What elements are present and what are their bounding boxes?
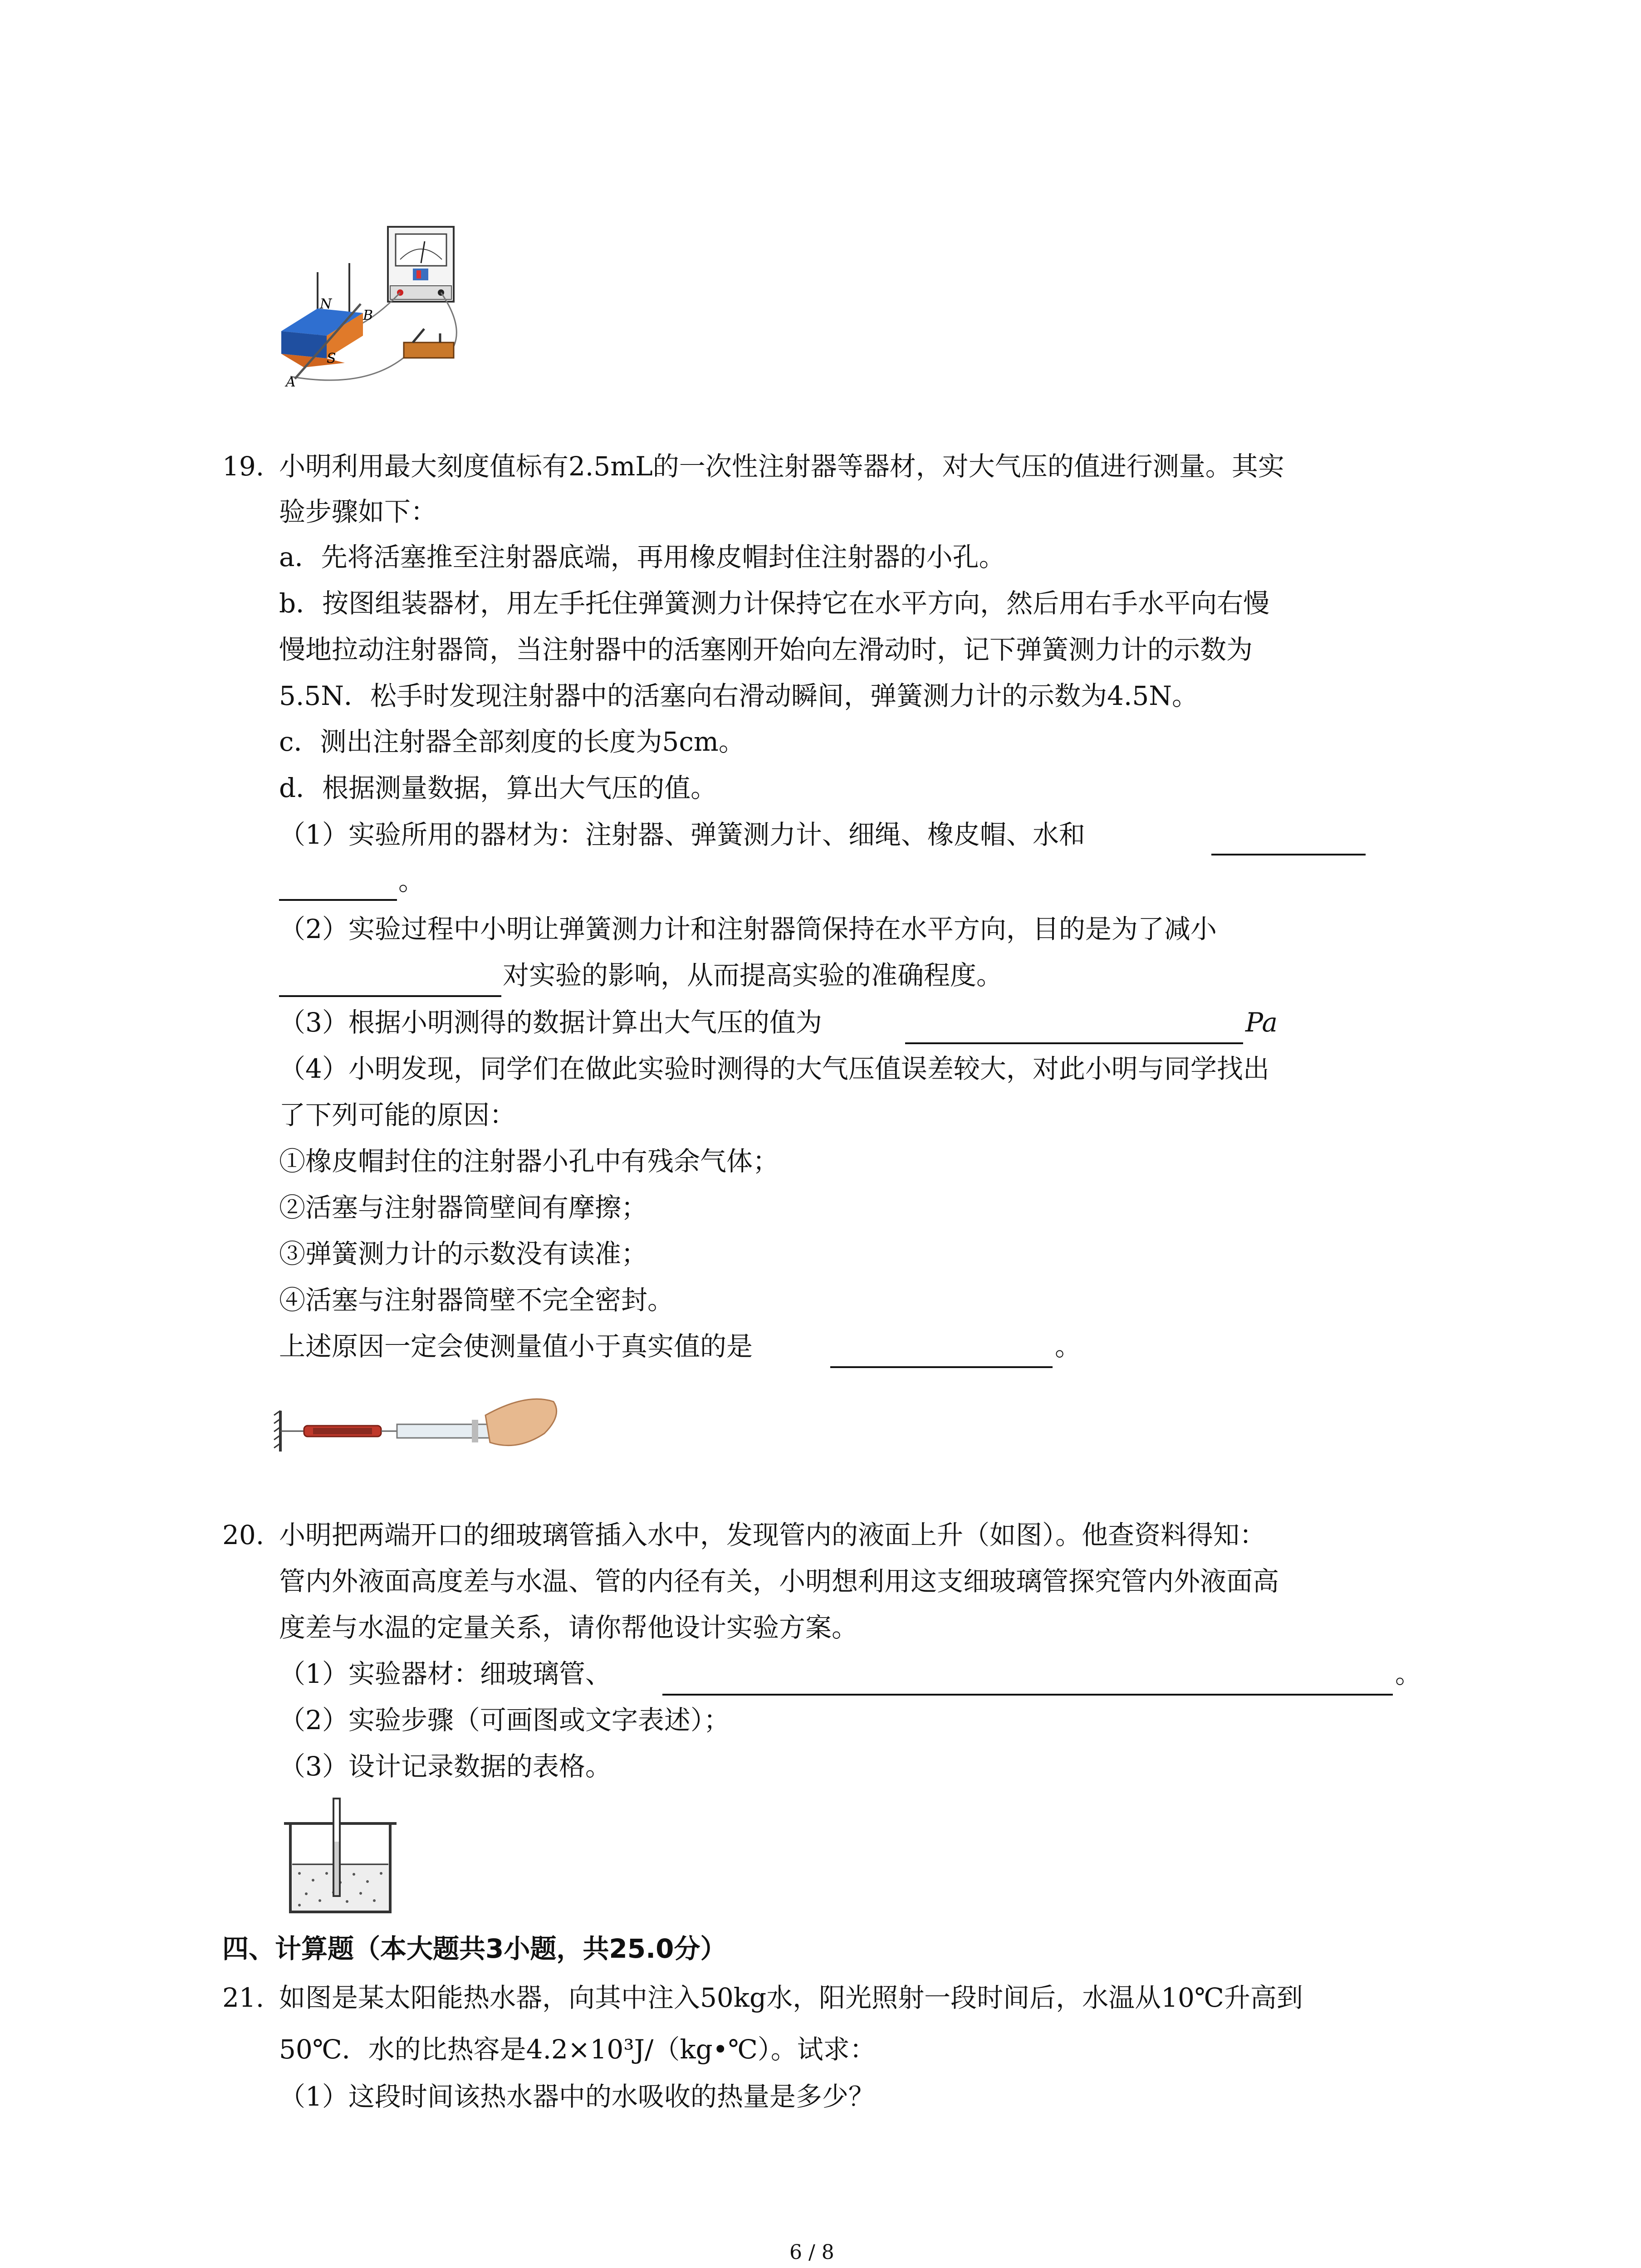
q19-conclusion-end: 。 — [1055, 1331, 1082, 1362]
q19-sub2-answer-blank[interactable] — [279, 967, 501, 997]
label-b: B — [363, 308, 373, 323]
q19-sub2-line1: （2）实验过程中小明让弹簧测力计和注射器筒保持在水平方向，目的是为了减小 — [279, 914, 1217, 944]
q20-sub1: （1）实验器材：细玻璃管、 — [279, 1658, 612, 1689]
q20-sub1-answer-blank[interactable] — [662, 1666, 1393, 1696]
q20-line3: 度差与水温的定量关系，请你帮他设计实验方案。 — [279, 1612, 858, 1643]
q19-sub3-answer-blank[interactable] — [905, 1014, 1243, 1044]
label-n: N — [320, 296, 332, 312]
q19-step-b-line2: 慢地拉动注射器筒，当注射器中的活塞刚开始向左滑动时，记下弹簧测力计的示数为 — [279, 634, 1253, 665]
electromagnetic-induction-figure — [277, 218, 504, 390]
q19-sub1-answer-blank[interactable] — [1211, 826, 1366, 855]
q19-step-b-line3: 5.5N．松手时发现注射器中的活塞向右滑动瞬间，弹簧测力计的示数为4.5N。 — [279, 680, 1198, 711]
q19-sub4-line1: （4）小明发现，同学们在做此实验时测得的大气压值误差较大，对此小明与同学找出 — [279, 1053, 1269, 1084]
q19-step-b-line1: b．按图组装器材，用左手托住弹簧测力计保持它在水平方向，然后用右手水平向右慢 — [279, 588, 1270, 619]
q19-reason3: ③弹簧测力计的示数没有读准； — [279, 1238, 648, 1269]
q20-sub2: （2）实验步骤（可画图或文字表述）； — [279, 1705, 730, 1735]
q21-line2: 50℃．水的比热容是4.2×10³J/（kg•℃）。试求： — [279, 2034, 876, 2065]
question-number-21: 21. — [222, 1982, 265, 2013]
q19-step-c: c．测出注射器全部刻度的长度为5cm。 — [279, 726, 745, 757]
question-number-19: 19. — [222, 451, 265, 482]
q19-sub1-answer-blank-cont[interactable] — [279, 871, 397, 901]
q19-sub2-line2: 对实验的影响，从而提高实验的准确程度。 — [503, 960, 1003, 991]
q19-sub4-line2: 了下列可能的原因： — [279, 1100, 516, 1130]
q19-reason4: ④活塞与注射器筒壁不完全密封。 — [279, 1285, 674, 1315]
q19-sub1: （1）实验所用的器材为：注射器、弹簧测力计、细绳、橡皮帽、水和 — [279, 819, 1085, 850]
page-number: 6 / 8 — [789, 2241, 834, 2264]
syringe-spring-scale-figure — [272, 1383, 563, 1465]
beaker-capillary-figure — [281, 1796, 399, 1919]
section-heading-calculation: 四、计算题（本大题共3小题，共25.0分） — [222, 1933, 727, 1964]
label-a: A — [286, 374, 296, 390]
q19-reason1: ①橡皮帽封住的注射器小孔中有残余气体； — [279, 1146, 779, 1177]
q19-conclusion: 上述原因一定会使测量值小于真实值的是 — [279, 1331, 753, 1362]
q19-step-a: a．先将活塞推至注射器底端，再用橡皮帽封住注射器的小孔。 — [279, 542, 1005, 572]
q19-intro-line1: 小明利用最大刻度值标有2.5mL的一次性注射器等器材，对大气压的值进行测量。其实 — [279, 451, 1284, 482]
q20-sub3: （3）设计记录数据的表格。 — [279, 1751, 612, 1782]
q20-line2: 管内外液面高度差与水温、管的内径有关，小明想利用这支细玻璃管探究管内外液面高 — [279, 1566, 1279, 1597]
q21-line1: 如图是某太阳能热水器，向其中注入50kg水，阳光照射一段时间后，水温从10℃升高到 — [279, 1982, 1303, 2013]
q20-line1: 小明把两端开口的细玻璃管插入水中，发现管内的液面上升（如图）。他查资料得知： — [279, 1520, 1266, 1550]
q19-sub1-end: 。 — [398, 865, 425, 896]
q20-sub1-end: 。 — [1395, 1658, 1422, 1689]
q21-sub1: （1）这段时间该热水器中的水吸收的热量是多少？ — [279, 2081, 875, 2112]
question-number-20: 20. — [222, 1520, 265, 1550]
q19-intro-line2: 验步骤如下： — [279, 496, 437, 527]
q19-sub3-unit: Pa — [1245, 1007, 1278, 1038]
q19-reason2: ②活塞与注射器筒壁间有摩擦； — [279, 1192, 648, 1223]
q19-conclusion-answer-blank[interactable] — [830, 1338, 1053, 1368]
q19-sub3: （3）根据小明测得的数据计算出大气压的值为 — [279, 1007, 822, 1038]
label-s: S — [327, 351, 336, 367]
q19-step-d: d．根据测量数据，算出大气压的值。 — [279, 772, 717, 803]
